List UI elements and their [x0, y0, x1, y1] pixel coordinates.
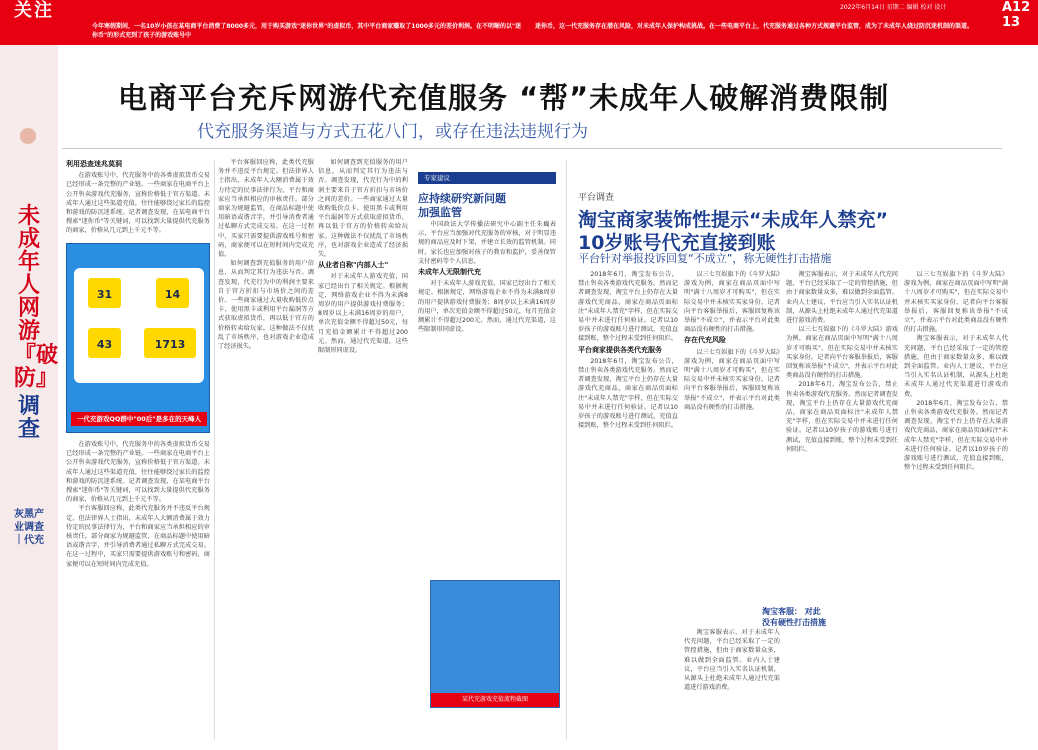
col3-body: 如何调查到充值服务的用户信息，从而判定其行为违法与否。调查发现，代充行为中的利润主要来自于官方折扣与市场价之间的差价。一些商家通过大量收购低价点卡、使用黑卡或利用平台漏洞等方式获取虚拟货币，再以低于官方的价格转卖给玩家。这种做法不仅扰乱了市场秩序，也对游戏企业造成了经济损失。: [318, 159, 408, 259]
col1: [66, 158, 210, 240]
col-right3-body-2: 以三七互娱旗下的《斗罗大陆》游戏为例，商家在商品页面中写明"满十八周岁才可购买"，但在实际交易中并未核实买家身份。记者向平台客服举报后，客服回复称该举报"不成立"，并表示平台对此类商品没有硬性的打击措施。: [786, 326, 898, 380]
column-rule: [566, 160, 567, 740]
illustration-screenshot-caption: 某代充游戏充值流程截图: [431, 693, 559, 707]
col1-heading: 利用恐查迷兆莫洞: [66, 160, 122, 168]
illustration-screenshot: [430, 580, 560, 708]
expert-body-text: 中国政法大学传播法研究中心副主任朱巍表示，平台应当加强对代充服务的审核，对于明显违规的商品应及时下架，并建立长效的监管机制。同时，家长也应加强对孩子的教育和监护，妥善保管支付密码等个人信息。: [418, 221, 556, 265]
col-right4: [904, 270, 1008, 740]
col1-body: 在游戏账号中，代充服务中的各类虚拟货币交易已经形成一条完整的产业链。一些商家在电商平台上公开售卖游戏代充服务，宣称价格低于官方渠道。未成年人通过这些渠道充值，往往能够绕过家长的监控和游戏的防沉迷系统。记者调查发现，在某电商平台搜索"迷你币"等关键词，可以找到大量提供代充服务的商家，价格从几元到上千元不等。: [66, 172, 210, 235]
col-right3-body: 淘宝客服表示，对于未成年人代充问题，平台已经采取了一定的管控措施，但由于商家数量众多，难以做到全面监管。业内人士建议，平台应当引入实名认证机制，从源头上杜绝未成年人通过代充渠道进行游戏消费。: [786, 271, 898, 325]
illustration-caption: 一代充游戏QQ群中"00后"是多在的天峰人: [71, 412, 207, 426]
col2-body: 平台客服回应称，此类代充服务并不违反平台规定。但法律界人士指出，未成年人大额消费属于效力待定的民事法律行为，平台和商家应当承担相应的审核责任。部分商家为规避监管，在商品标题中使用暗语或谐音字，并引导消费者通过私聊方式完成交易。在这一过程中，买家只需要提供游戏账号和密码，商家便可以在短时间内完成充值。: [218, 159, 314, 259]
col4-body: 对于未成年人游戏充值，国家已经出台了相关规定。根据规定，网络游戏企业不得为未满8周岁的用户提供游戏付费服务；8周岁以上未满16周岁的用户，单次充值金额不得超过50元，每月充值金额累计不得超过200元。然而，通过代充渠道，这些限制形同虚设。: [418, 280, 556, 334]
col-right4-body-2: 淘宝客服表示，对于未成年人代充问题，平台已经采取了一定的管控措施，但由于商家数量众多，难以做到全面监管。业内人士建议，平台应当引入实名认证机制，从源头上杜绝未成年人通过代充渠道进行游戏消费。: [904, 335, 1008, 398]
expert-tag: 专家建议: [418, 172, 556, 184]
phone-illustration: [74, 268, 204, 383]
subhead: 代充服务渠道与方式五花八门，或存在违法违规行为: [197, 122, 588, 142]
game-tile: 31: [88, 278, 121, 308]
col-right2b-body: 淘宝客服表示，对于未成年人代充问题，平台已经采取了一定的管控措施，但由于商家数量众多，难以做到全面监管。业内人士建议，平台应当引入实名认证机制，从源头上杜绝未成年人通过代充渠道进行游戏消费。: [684, 629, 780, 692]
section-tag: 关注: [0, 0, 84, 22]
lead-left: 今年寒假期间，一名10岁小孩在某电商平台消费了8000多元，用于购买游戏"迷你世界"的虚拟币，其中平台商家赚取了1000多元的差价利润。在不明晰的以"迷你币"的形式充到了孩子的游戏账号中: [92, 23, 522, 39]
col-right2-body-2: 以三七互娱旗下的《斗罗大陆》游戏为例，商家在商品页面中写明"满十八周岁才可购买"，但在实际交易中并未核实买家身份。记者向平台客服举报后，客服回复称该举报"不成立"，并表示平台对此类商品没有硬性的打击措施。: [684, 348, 780, 411]
col-right2: [684, 270, 780, 600]
feature-kicker: 平台调查: [578, 193, 615, 203]
col-right1-body-2: 2018年6月，淘宝发布公告，禁止售卖各类游戏代充服务。然而记者调查发现，淘宝平台上仍存在大量游戏代充商品，商家在商品页面标注"未成年人禁充"字样，但在实际交易中并未进行任何验证。记者以10岁孩子的游戏账号进行测试，充值直接到账，整个过程未受到任何阻拦。: [578, 357, 678, 430]
divider: [62, 148, 1002, 149]
expert-title-2: 加强监管: [418, 206, 462, 219]
game-tile: 1713: [144, 328, 196, 358]
feature-head-3: 平台针对举报投诉回复“不成立”，称无硬性打击措施: [578, 252, 832, 265]
strip-small: 灰黑产业调查｜代充: [14, 509, 44, 546]
expert-body: [418, 220, 556, 575]
column-rule: [214, 160, 215, 740]
badge-icon: [20, 128, 36, 144]
col-right1-subheading: 平台商家提供各类代充服务: [578, 345, 662, 354]
feature-head-1: 淘宝商家装饰性提示“未成年人禁充”: [578, 209, 888, 231]
page-number: A12 13: [1002, 0, 1031, 30]
date-line: 2022年6月14日 星期二 编辑 校对 设计: [840, 4, 947, 11]
col3-body-in2: 如何调查到充值服务的用户信息，从而判定其行为违法与否。调查发现，代充行为中的利润主要来自于官方折扣与市场价之间的差价。一些商家通过大量收购低价点卡、使用黑卡或利用平台漏洞等方式获取虚拟货币，再以低于官方的价格转卖给玩家。这种做法不仅扰乱了市场秩序，也对游戏企业造成了经济损失。: [218, 260, 314, 351]
col2: [218, 158, 314, 738]
lead-right: 迷你币，这一代充服务存在潜在风险，对未成年人保护构成挑战。在一些电商平台上，代充服务通过各种方式规避平台监管，成为了未成年人绕过防沉迷机制的渠道。: [535, 23, 974, 30]
strip-tag: 调查: [17, 394, 40, 443]
col-right2-body: 以三七互娱旗下的《斗罗大陆》游戏为例，商家在商品页面中写明"满十八周岁才可购买"，但在实际交易中并未核实买家身份。记者向平台客服举报后，客服回复称该举报"不成立"，并表示平台对此类商品没有硬性的打击措施。: [684, 271, 780, 334]
col4-subheading2: 从业者自称"内部人士": [318, 261, 389, 270]
col-right1-body: 2018年6月，淘宝发布公告，禁止售卖各类游戏代充服务。然而记者调查发现，淘宝平台上仍存在大量游戏代充商品，商家在商品页面标注"未成年人禁充"字样，但在实际交易中并未进行任何验证。记者以10岁孩子的游戏账号进行测试，充值直接到账，整个过程未受到任何阻拦。: [578, 271, 678, 343]
col1-cont: [66, 440, 210, 740]
col-right4-body: 以三七互娱旗下的《斗罗大陆》游戏为例，商家在商品页面中写明"满十八周岁才可购买"，但在实际交易中并未核实买家身份。记者向平台客服举报后，客服回复称该举报"不成立"，并表示平台对此类商品没有硬性的打击措施。: [904, 271, 1008, 334]
expert-title-1: 应持续研究新问题: [418, 192, 506, 205]
col4-subheading1: 未成年人无限制代充: [418, 268, 481, 277]
strip-title: 未成年人网游『破防』: [14, 204, 59, 391]
feature-box-title: 淘宝客服： 对此没有硬性打击措施: [762, 607, 826, 627]
col4-body-in3: 对于未成年人游戏充值，国家已经出台了相关规定。根据规定，网络游戏企业不得为未满8周岁的用户提供游戏付费服务；8周岁以上未满16周岁的用户，单次充值金额不得超过50元，每月充值金额累计不得超过200元。然而，通过代充渠道，这些限制形同虚设。: [318, 273, 408, 355]
headline: 电商平台充斥网游代充值服务 “帮”未成年人破解消费限制: [118, 81, 890, 115]
col-right1: [578, 270, 678, 740]
game-tile: 43: [88, 328, 121, 358]
col-right3-body-3: 2018年6月，淘宝发布公告，禁止售卖各类游戏代充服务。然而记者调查发现，淘宝平台上仍存在大量游戏代充商品，商家在商品页面标注"未成年人禁充"字样，但在实际交易中并未进行任何验证。记者以10岁孩子的游戏账号进行测试，充值直接到账，整个过程未受到任何阻拦。: [786, 381, 898, 453]
col3: [318, 158, 408, 738]
illustration-game: [66, 243, 210, 433]
col-right2b: [684, 628, 780, 738]
col2-body-mirror: 平台客服回应称，此类代充服务并不违反平台规定。但法律界人士指出，未成年人大额消费属于效力待定的民事法律行为，平台和商家应当承担相应的审核责任。部分商家为规避监管，在商品标题中使用暗语或谐音字，并引导消费者通过私聊方式完成交易。在这一过程中，买家只需要提供游戏账号和密码，商家便可以在短时间内完成充值。: [66, 505, 210, 568]
col1-body-cont: 在游戏账号中，代充服务中的各类虚拟货币交易已经形成一条完整的产业链。一些商家在电商平台上公开售卖游戏代充服务，宣称价格低于官方渠道。未成年人通过这些渠道充值，往往能够绕过家长的监控和游戏的防沉迷系统。记者调查发现，在某电商平台搜索"迷你币"等关键词，可以找到大量提供代充服务的商家，价格从几元到上千元不等。: [66, 441, 210, 504]
col-right4-body-3: 2018年6月，淘宝发布公告，禁止售卖各类游戏代充服务。然而记者调查发现，淘宝平台上仍存在大量游戏代充商品，商家在商品页面标注"未成年人禁充"字样，但在实际交易中并未进行任何验证。记者以10岁孩子的游戏账号进行测试，充值直接到账，整个过程未受到任何阻拦。: [904, 399, 1008, 472]
game-tile: 14: [156, 278, 189, 308]
feature-head-2: 10岁账号代充直接到账: [578, 232, 776, 254]
col-right3: [786, 270, 898, 740]
col-right2-subheading: 存在代充风险: [684, 336, 726, 345]
